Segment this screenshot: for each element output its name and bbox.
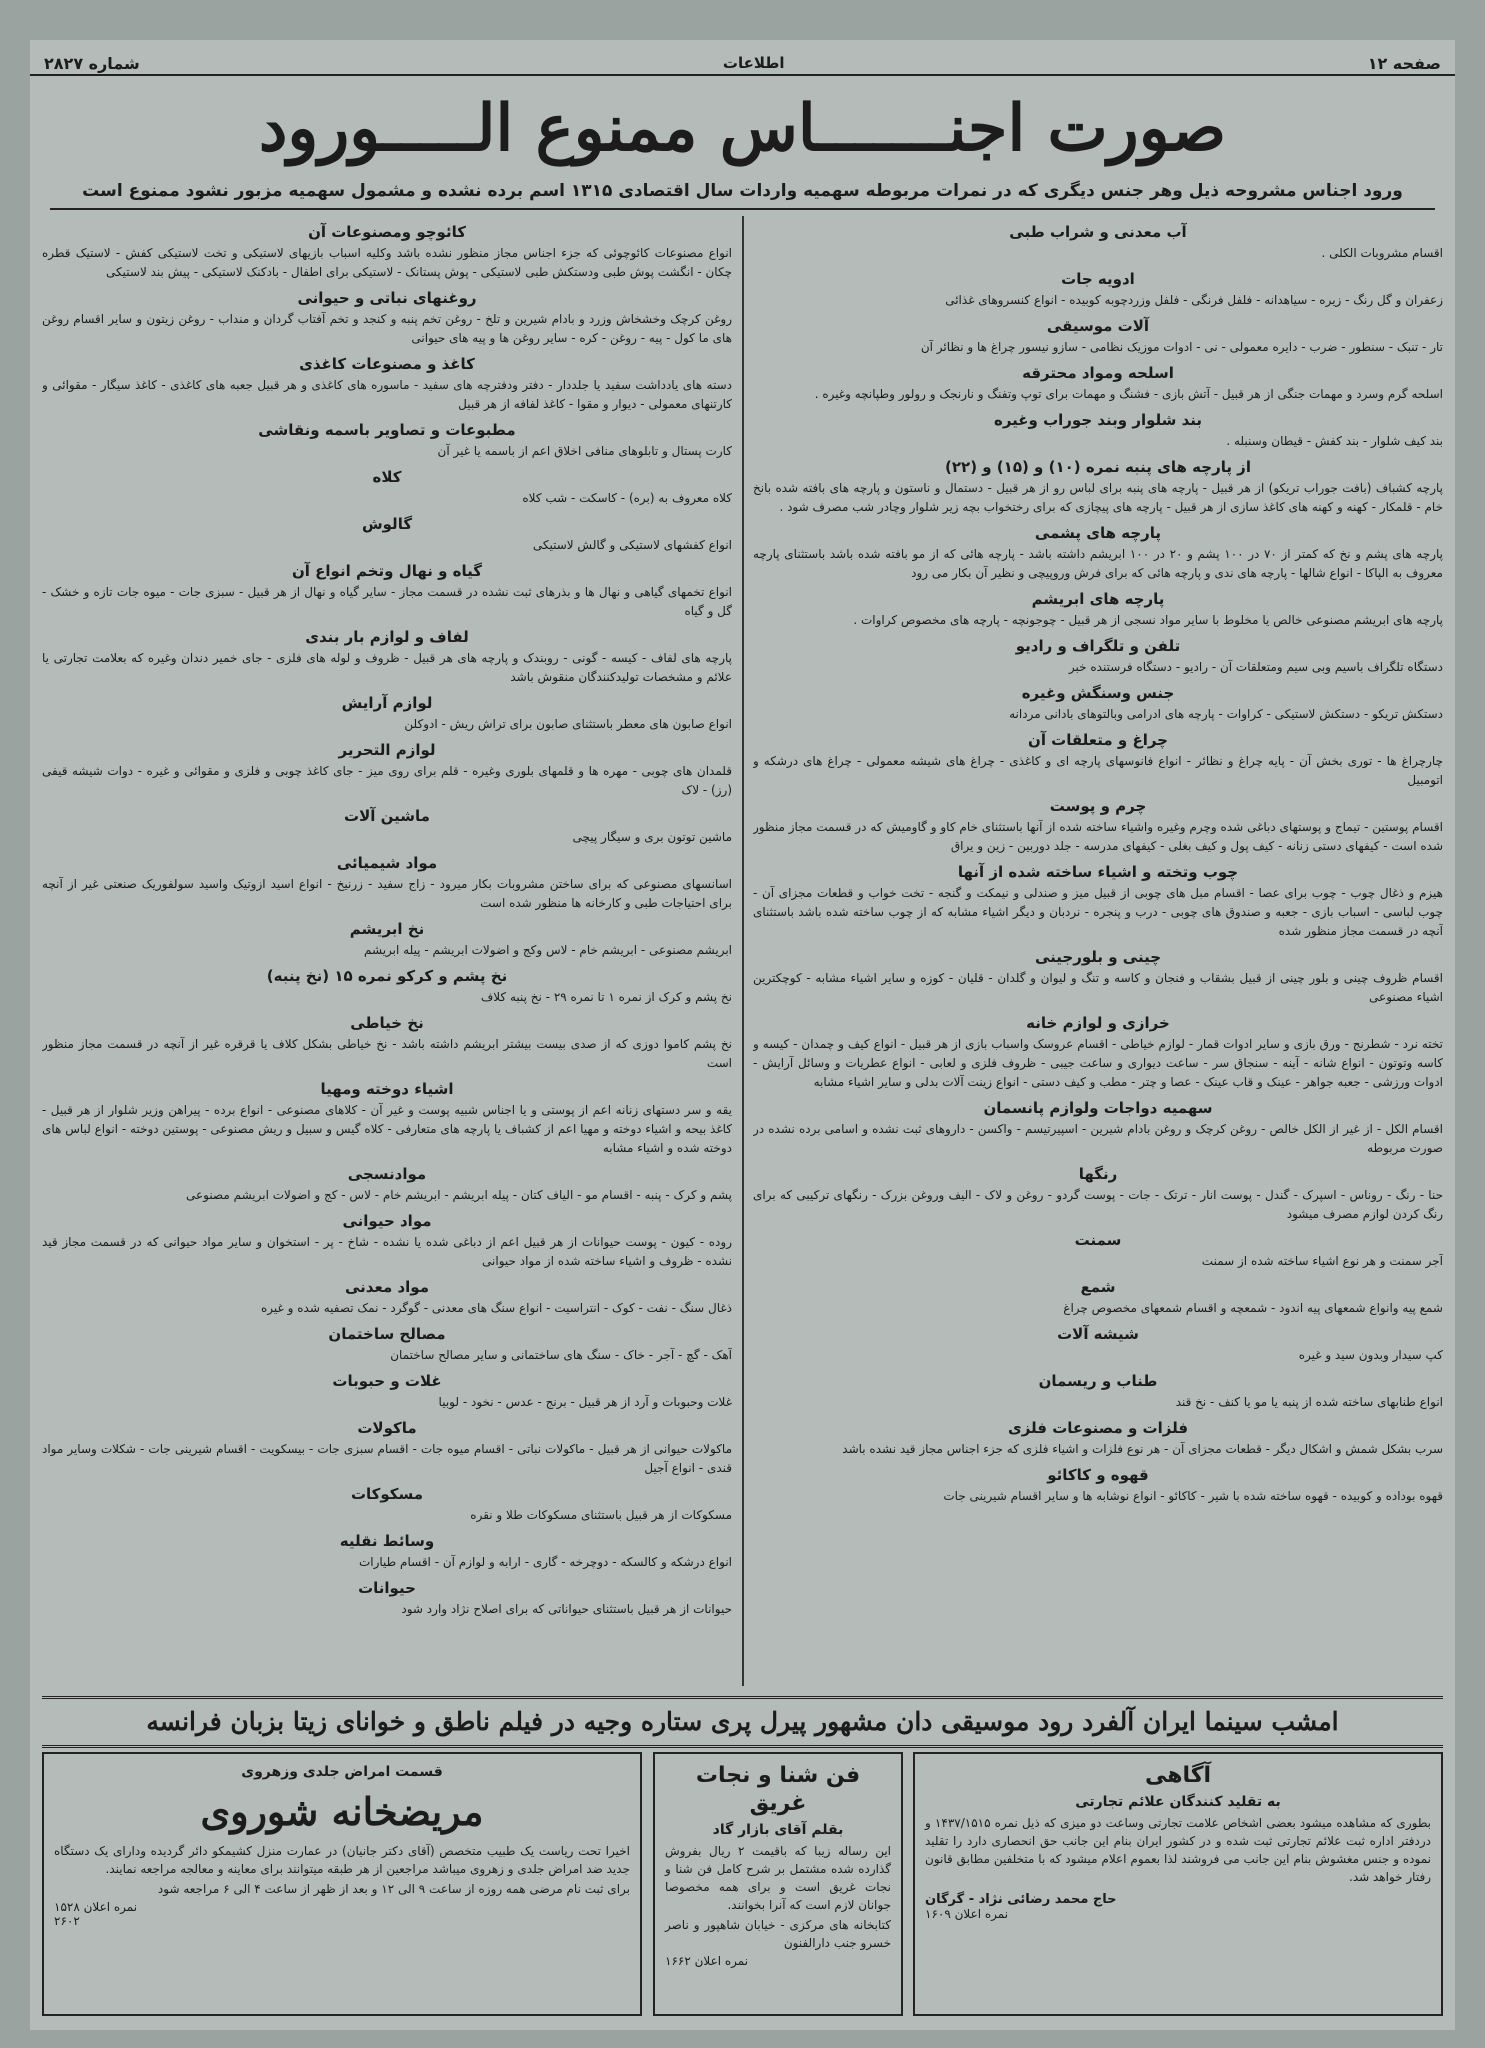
category-heading: نخ ابریشم [349, 920, 425, 938]
category-section [42, 1418, 732, 1478]
category-text: آهک - گچ - آجر - خاک - سنگ های ساختمانی و سایر مصالح ساختمان [390, 1348, 732, 1362]
category-text: حیوانات از هر قبیل باستثنای حیواناتی که برای اصلاح نژاد وارد شود [401, 1602, 732, 1616]
right-column [753, 216, 1443, 1686]
category-text: روغن کرچک وخشخاش وزرد و بادام شیرین و تلخ - روغن تخم پنبه و کنجد و تخم آفتاب گردان و منداب - روغن زیتون و سایر اقسام روغن های ما کول - پیه - روغن - کره - سایر روغن ها و پیه های حیوانی [42, 312, 732, 345]
category-heading: جنس وسنگش وغیره [1021, 684, 1175, 702]
category-heading: کاغذ و مصنوعات کاغذی [299, 355, 475, 373]
page-title: صورت اجنـــــــاس ممنوع الـــــورود [258, 91, 1227, 166]
clinic-hours: برای ثبت نام مرضی همه روزه از ساعت ۹ الی ۱۲ و بعد از ظهر از ساعت ۴ الی ۶ مراجعه شود [157, 1882, 630, 1896]
notice-ad-number: نمره اعلان ۱۶۰۹ [925, 1907, 1009, 1921]
notice-subtitle: به تقلید کنندگان علائم تجارتی [1075, 1794, 1281, 1810]
category-text: دستکش تریکو - دستکش لاستیکی - کراوات - پارچه های ادرامی وبالتوهای بادانی مردانه [1009, 707, 1443, 721]
category-section [42, 1079, 732, 1158]
page-subtitle: ورود اجناس مشروحه ذیل وهر جنس دیگری که در نمرات مربوطه سهمیه واردات سال اقتصادی ۱۳۱۵ اسم برده نشده و مشمول سهمیه مزبور نشود ممنوع است [50, 180, 1435, 210]
category-heading: نخ خیاطی [350, 1014, 424, 1032]
category-text: بند کیف شلوار - بند کفش - قیطان وسنبله . [1226, 434, 1443, 448]
category-heading: خرازی و لوازم خانه [1026, 1014, 1170, 1032]
category-heading: کلاه [372, 468, 402, 486]
swimming-book-ad [653, 1752, 903, 2016]
category-section [42, 420, 732, 461]
category-section [42, 627, 732, 687]
category-heading: رنگها [1078, 1165, 1118, 1183]
category-section [753, 636, 1443, 677]
category-heading: مواد حیوانی [342, 1212, 432, 1230]
clinic-code: ۲۶۰۲ [54, 1914, 80, 1928]
category-heading: شیشه آلات [1057, 1325, 1139, 1343]
clinic-header: قسمت امراض جلدی وزهروی [241, 1764, 443, 1780]
category-text: انواع کفشهای لاستیکی و گالش لاستیکی [532, 538, 732, 552]
category-heading: سهمیه دواجات ولوازم پانسمان [983, 1099, 1213, 1117]
category-section [42, 1484, 732, 1525]
paper-name: اطلاعات [722, 54, 785, 72]
category-section [753, 683, 1443, 724]
category-text: آجر سمنت و هر نوع اشیاء ساخته شده از سمنت [1201, 1254, 1443, 1268]
category-section [42, 354, 732, 414]
category-text: انواع تخمهای گیاهی و نهال ها و بذرهای ثبت نشده در قسمت مجاز - سایر گیاه و نهال از هر قبیل - سبزی جات - میوه جات تازه و خشک - گل و گیاه [42, 585, 732, 618]
category-text: اقسام مشروبات الکلی . [1321, 246, 1443, 260]
category-section [42, 288, 732, 348]
category-section [42, 1324, 732, 1365]
notice-title: آگاهی [1144, 1763, 1212, 1788]
category-text: اسلحه گرم وسرد و مهمات جنگی از هر قبیل - آتش بازی - فشنگ و مهمات برای توپ وتفنگ و نارنجک و رولور وطپانچه وغیره . [814, 387, 1443, 401]
category-text: دستگاه تلگراف باسیم وبی سیم ومتعلقات آن - رادیو - دستگاه فرستنده خبر [1068, 660, 1443, 674]
category-heading: مطبوعات و تصاویر باسمه ونقاشی [258, 421, 516, 439]
category-heading: پارچه های ابریشم [1031, 590, 1165, 608]
category-text: کارت پستال و تابلوهای منافی اخلاق اعم از باسمه یا غیر آن [437, 444, 732, 458]
category-heading: بند شلوار وبند جوراب وغیره [993, 411, 1203, 429]
category-heading: شمع [1080, 1278, 1116, 1296]
category-text: ذغال سنگ - نفت - کوک - انتراسیت - انواع سنگ های معدنی - گوگرد - نمک تصفیه شده و غیره [261, 1301, 732, 1315]
category-section [42, 467, 732, 508]
book-text: این رساله زیبا که باقیمت ۲ ریال بفروش گذارده شده مشتمل بر شرح کامل فن شنا و نجات غریق است و برای همه مخصوصا جوانان لازم است که آنرا بخوانند. [665, 1844, 891, 1912]
category-section [753, 316, 1443, 357]
category-heading: آب معدنی و شراب طبی [1009, 223, 1187, 241]
category-section [753, 1164, 1443, 1224]
category-heading: حیوانات [358, 1579, 416, 1597]
category-heading: روغنهای نباتی و حیوانی [297, 289, 477, 307]
category-text: مسکوکات از هر قبیل باستثنای مسکوکات طلا و نقره [470, 1508, 732, 1522]
category-section [753, 862, 1443, 941]
category-text: ماکولات حیوانی از هر قبیل - ماکولات نباتی - اقسام میوه جات - اقسام سبزی جات - بیسکویت - اقسام شیرینی جات - شکلات وسایر مواد قندی - انواع آجیل [42, 1442, 732, 1475]
category-heading: چینی و بلورجینی [1034, 948, 1162, 966]
category-heading: چراغ و متعلقات آن [1028, 731, 1168, 749]
category-text: انواع صابون های معطر باستثنای صابون برای تراش ریش - ادوکلن [404, 717, 732, 731]
category-section [753, 457, 1443, 517]
category-section [753, 1230, 1443, 1271]
category-heading: مصالح ساختمان [328, 1325, 446, 1343]
category-heading: لوازم آرایش [341, 694, 433, 712]
category-section [42, 1371, 732, 1412]
category-text: حنا - رنگ - روناس - اسپرک - گندل - پوست انار - ترتک - جات - پوست گردو - روغن و لاک - الیف وروغن بزرک - رنگهای ترکیبی که برای رنگ کردن لوازم مصرف میشود [753, 1188, 1443, 1221]
clinic-ad [42, 1752, 642, 2016]
category-text: ماشین توتون بری و سیگار پیچی [572, 830, 732, 844]
book-sellers: کتابخانه های مرکزی - خیابان شاهپور و ناصر خسرو جنب دارالفنون [665, 1918, 891, 1950]
category-heading: ماشین آلات [344, 807, 430, 825]
category-section [42, 222, 732, 282]
category-heading: لفاف و لوازم بار بندی [305, 628, 469, 646]
cinema-banner: امشب سینما ایران آلفرد رود موسیقی دان مشهور پیرل پری ستاره وجیه در فیلم ناطق و خوانای زیتا بزبان فرانسه [42, 1696, 1443, 1748]
ads-row [42, 1752, 1443, 2020]
category-text: نخ پشم کاموا دوزی که از صدی بیست بیشتر ابریشم داشته باشد - نخ خیاطی بشکل کلاف یا قرقره غیر از آنچه در قسمت مجاز منظور است [42, 1037, 732, 1070]
category-text: تخته نرد - شطرنج - ورق بازی و سایر ادوات قمار - لوازم خیاطی - اقسام عروسک واسباب بازی از هر قبیل - انواع کیف و چمدان - کیسه و کاسه وتوتون - انواع شانه - آینه - سنجاق سر - ساعت دیواری و ساعت جیبی - ظروف فلزی و لعابی - انواع عطریات و وسائل آرایش - ادوات ورزشی - جعبه جواهر - عینک و قاب عینک - عصا و چتر - مطب و کیف دستی - انواع زینت آلات بدلی و سایر اشیاء مشابه [753, 1037, 1443, 1089]
category-section [42, 514, 732, 555]
category-text: غلات وحبوبات و آرد از هر قبیل - برنج - عدس - نخود - لوبیا [438, 1395, 732, 1409]
category-section [753, 1324, 1443, 1365]
category-section [753, 1465, 1443, 1506]
category-section [753, 269, 1443, 310]
category-text: یقه و سر دستهای زنانه اعم از پوستی و یا اجناس شبیه پوست و غیر آن - کلاهای مصنوعی - انواع برده - پیراهن وزیر شلوار از هر قبیل - کاغذ بیحه و اشیاء دوخته و مهیا اعم از کشباف یا پارچه های متعارفی - کلاه گیس و سبیل و ریش مصنوعی - پوستین دوخته - انواع لباس های دوخته شده و اشیاء مشابه [42, 1103, 732, 1155]
category-heading: ادویه جات [1061, 270, 1135, 288]
category-text: زعفران و گل رنگ - زیره - سیاهدانه - فلفل فرنگی - فلفل وزردچوبه کوبیده - انواع کنسروهای غذائی [945, 293, 1443, 307]
book-author: بقلم آقای بازار گاد [712, 1822, 844, 1838]
category-section [753, 796, 1443, 856]
category-heading: فلزات و مصنوعات فلزی [1007, 1419, 1189, 1437]
category-section [753, 1013, 1443, 1092]
category-text: اقسام پوستین - تیماج و پوستهای دباغی شده وچرم وغیره واشیاء ساخته شده از آنها باستثنای خام کاو و گاومیش که در قسمت مجاز منظور شده است - کیفهای دستی زنانه - کیف پول و کیف بغلی - کیفهای مدرسه - جلد دوربین - زین و یراق [753, 820, 1443, 853]
category-heading: تلفن و تلگراف و رادیو [1015, 637, 1181, 655]
notice-text: بطوری که مشاهده میشود بعضی اشخاص علامت تجارتی وساعت دو میزی که ذیل نمره ۱۴۳۷/۱۵۱۵ و دردفتر اداره ثبت علائم تجارتی ثبت شده و در کشور ایران بنام این جانب حق انحصاری دارد را تقلید نموده و جنس مغشوش بنام این جانب می فروشند لذا بعموم اعلام میشود که با متخلفین مطابق قانون رفتار خواهد شد. [925, 1816, 1431, 1884]
category-heading: طناب و ریسمان [1038, 1372, 1158, 1390]
category-text: اقسام ظروف چینی و بلور چینی از قبیل بشقاب و فنجان و کاسه و تنگ و لیوان و گلدان - قلیان - کوزه و سایر اشیاء مشابه - کوچکترین اشیاء مصنوعی [753, 971, 1443, 1004]
category-heading: مواد معدنی [345, 1278, 429, 1296]
issue-number: شماره ۲۸۲۷ [44, 53, 140, 73]
category-text: انواع طنابهای ساخته شده از پنبه یا مو یا کنف - نخ قند [1175, 1395, 1443, 1409]
category-heading: گیاه و نهال وتخم انواع آن [292, 562, 482, 580]
clinic-ad-number: نمره اعلان ۱۵۲۸ [54, 1900, 138, 1914]
category-section [42, 1164, 732, 1205]
category-text: قلمدان های چوبی - مهره ها و قلمهای بلوری وغیره - قلم برای روی میز - جای کاغذ چوبی و فلزی و مقوائی و غیره - دوات شیشه قیفی (رز) - لاک [42, 764, 732, 797]
category-section [42, 561, 732, 621]
category-heading: لوازم التحریر [338, 741, 436, 759]
category-section [753, 410, 1443, 451]
category-text: تار - تنبک - سنطور - ضرب - دایره معمولی - نی - ادوات موزیک نظامی - سازو نیسور چراغ ها و نظائر آن [920, 340, 1443, 354]
masthead [30, 52, 1455, 76]
category-section [42, 1211, 732, 1271]
category-section [753, 1371, 1443, 1412]
category-text: اسانسهای مصنوعی که برای ساختن مشروبات بکار میرود - زاج سفید - زرنیخ - انواع اسید ازوتیک واسید سولفوریک صنعتی غیر از آنچه برای احتیاجات طبی و کارخانه ها منظور شده است [42, 877, 732, 910]
category-section [42, 740, 732, 800]
category-heading: کائوچو ومصنوعات آن [308, 223, 466, 241]
category-text: پشم و کرک - پنبه - اقسام مو - الیاف کتان - پیله ابریشم - ابریشم خام - لاس - کج و اضولات ابریشم مصنوعی [185, 1188, 732, 1202]
category-text: هیزم و ذغال چوب - چوب برای عصا - اقسام مبل های چوبی از قبیل میز و صندلی و نیمکت و گنجه - تخت خواب و قطعات مجزای آن - چوب لباسی - اسباب بازی - جعبه و صندوق های چوبی - درب و پنجره - نردبان و دیگر اشیاء مشابه که از چوب ساخته شده باشد باستثنای آنچه در قسمت مجاز منظور شده [753, 886, 1443, 938]
category-text: نخ پشم و کرک از نمره ۱ تا نمره ۲۹ - نخ پنبه کلاف [480, 990, 732, 1004]
category-text: چارچراغ ها - توری بخش آن - پایه چراغ و نظائر - انواع فانوسهای پارچه ای و کاغذی - چراغ های شیشه معمولی - چراغ های درشکه و اتومبیل [753, 754, 1443, 787]
category-text: دسته های یادداشت سفید یا جلددار - دفتر ودفترچه های سفید - ماسوره های کاغذی و هر قبیل جعبه های کاغذی - کاغذ سیگار - مقوائی و کارتنهای معمولی - دیوار و مقوا - کاغذ لفافه از هر قبیل [42, 378, 732, 411]
category-heading: ماکولات [357, 1419, 417, 1437]
category-text: سرب بشکل شمش و اشکال دیگر - قطعات مجزای آن - هر نوع فلزات و اشیاء فلزی که جزء اجناس مجاز قید نشده باشد [842, 1442, 1443, 1456]
category-heading: پارچه های پشمی [1034, 524, 1162, 542]
category-heading: چوب وتخته و اشیاء ساخته شده از آنها [957, 863, 1239, 881]
category-section [42, 1578, 732, 1619]
category-section [42, 919, 732, 960]
category-section [42, 693, 732, 734]
category-text: اقسام الکل - از غیر از الکل خالص - روغن کرچک و روغن بادام شیرین - اسپیرتیسم - واکسن - داروهای ثبت نشده و اسامی برده نشده در صورت مربوطه [753, 1122, 1443, 1155]
category-text: شمع پیه وانواع شمعهای پیه اندود - شمعچه و اقسام شمعهای مخصوص چراغ [1063, 1301, 1443, 1315]
left-column [42, 216, 732, 1686]
category-heading: مواد شیمیائی [336, 854, 438, 872]
newspaper-page [30, 40, 1455, 2030]
category-heading: گالوش [361, 515, 413, 533]
category-text: پارچه های ابریشم مصنوعی خالص یا مخلوط با سایر مواد نسجی از هر قبیل - چوجونچه - پارچه های مخصوص کراوات . [853, 613, 1443, 627]
book-ad-number: نمره اعلان ۱۶۶۲ [665, 1954, 749, 1968]
category-heading: اشیاء دوخته ومهیا [320, 1080, 454, 1098]
clinic-name: مریضخانه شوروی [200, 1789, 484, 1834]
category-section [42, 806, 732, 847]
category-section [753, 1098, 1443, 1158]
category-section [42, 1013, 732, 1073]
category-section [42, 966, 732, 1007]
category-text: قهوه بوداده و کوبیده - قهوه ساخته شده با شیر - کاکائو - انواع نوشابه ها و سایر اقسام شیرینی جات [943, 1489, 1443, 1503]
category-heading: سمنت [1074, 1231, 1122, 1249]
notice-signature: حاج محمد رضائی نژاد - گرگان [925, 1892, 1117, 1907]
category-section [42, 1277, 732, 1318]
category-section [753, 222, 1443, 263]
category-section [753, 1277, 1443, 1318]
category-section [753, 523, 1443, 583]
category-heading: چرم و پوست [1049, 797, 1147, 815]
category-section [753, 363, 1443, 404]
category-section [42, 1531, 732, 1572]
category-text: پارچه کشباف (بافت جوراب تریکو) از هر قبیل - پارچه های پنبه برای لباس رو از هر قبیل - دستمال و ناستون و پارچه های بافته شده بانخ خام - قلمکار - کهنه و کهنه های کاغذ سازی از هر قبیل - پارچه های پیچازی که برای رختخواب بچه زیر شلوار وچادر شب مصرف شود . [753, 481, 1443, 514]
category-heading: از پارچه های پنبه نمره (۱۰) و (۱۵) و (۲۲) [945, 458, 1251, 476]
column-divider [742, 216, 744, 1686]
category-heading: مسکوکات [350, 1485, 424, 1503]
clinic-text: اخیرا تحت ریاست یک طبیب متخصص (آقای دکتر جانیان) در عمارت منزل کشیمکو دائر گردیده ودارای یک دستگاه جدید ضد امراض جلدی و زهروی میباشد مراجعین از هر طبقه میتوانند برای معاینه و معالجه مراجعه نمایند. [54, 1844, 630, 1876]
category-section [753, 589, 1443, 630]
category-text: پارچه های پشم و نخ که کمتر از ۷۰ در ۱۰۰ پشم و ۲۰ در ۱۰۰ ابریشم داشته باشد - پارچه هائی که از مو بافته شده باشد باستثنای پارچه معروف به الپاکا - انواع شالها - پارچه های ندی و پارچه هائی که برای فرش وروپیچی و نظیر آن بکار می رود [753, 547, 1443, 580]
category-text: انواع مصنوعات کائوچوئی که جزء اجناس مجاز منظور نشده باشد وکلیه اسباب بازیهای لاستیکی و تخت لاستیکی کفش - لاستیک قطره چکان - انگشت پوش طبی ودستکش طبی لاستیکی - پوش پستانک - لاستیکی برای اطفال - بادکنک لاستیکی - پیش بند لاستیکی [42, 246, 732, 279]
category-text: کپ سیدار وبدون سید و غیره [1298, 1348, 1443, 1362]
category-heading: اسلحه ومواد محترقه [1022, 364, 1174, 382]
category-text: ابریشم مصنوعی - ابریشم خام - لاس وکج و اضولات ابریشم - پیله ابریشم [364, 943, 732, 957]
category-heading: قهوه و کاکائو [1047, 1466, 1149, 1484]
page-number: صفحه ۱۲ [1367, 53, 1441, 73]
book-title: فن شنا و نجات غریق [695, 1763, 861, 1816]
category-section [753, 1418, 1443, 1459]
category-section [753, 947, 1443, 1007]
trademark-notice-ad [913, 1752, 1443, 2016]
category-text: انواع درشکه و کالسکه - دوچرخه - گاری - ارابه و لوازم آن - اقسام طیارات [358, 1555, 732, 1569]
category-text: پارچه های لفاف - کیسه - گونی - روبندک و پارچه های هر قبیل - ظروف و لوله های فلزی - جای خمیر دندان وغیره که بعلامت تجارتی یا علائم و مشخصات تولیدکنندگان منقوش باشد [42, 651, 732, 684]
category-heading: غلات و حبوبات [332, 1372, 442, 1390]
category-section [42, 853, 732, 913]
category-heading: موادنسجی [347, 1165, 427, 1183]
category-heading: آلات موسیقی [1046, 317, 1150, 335]
category-text: کلاه معروف به (بره) - کاسکت - شب کلاه [522, 491, 732, 505]
category-heading: وسائط نقلیه [339, 1532, 435, 1550]
category-heading: نخ پشم و کرکو نمره ۱۵ (نخ پنبه) [266, 967, 508, 985]
category-text: روده - کیون - پوست حیوانات از هر قبیل اعم از دباغی شده یا نشده - شاخ - پر - استخوان و سایر مواد حیوانی که در قسمت مجاز قید نشده - ظروف و اشیاء ساخته شده از مواد حیوانی [42, 1235, 732, 1268]
category-section [753, 730, 1443, 790]
